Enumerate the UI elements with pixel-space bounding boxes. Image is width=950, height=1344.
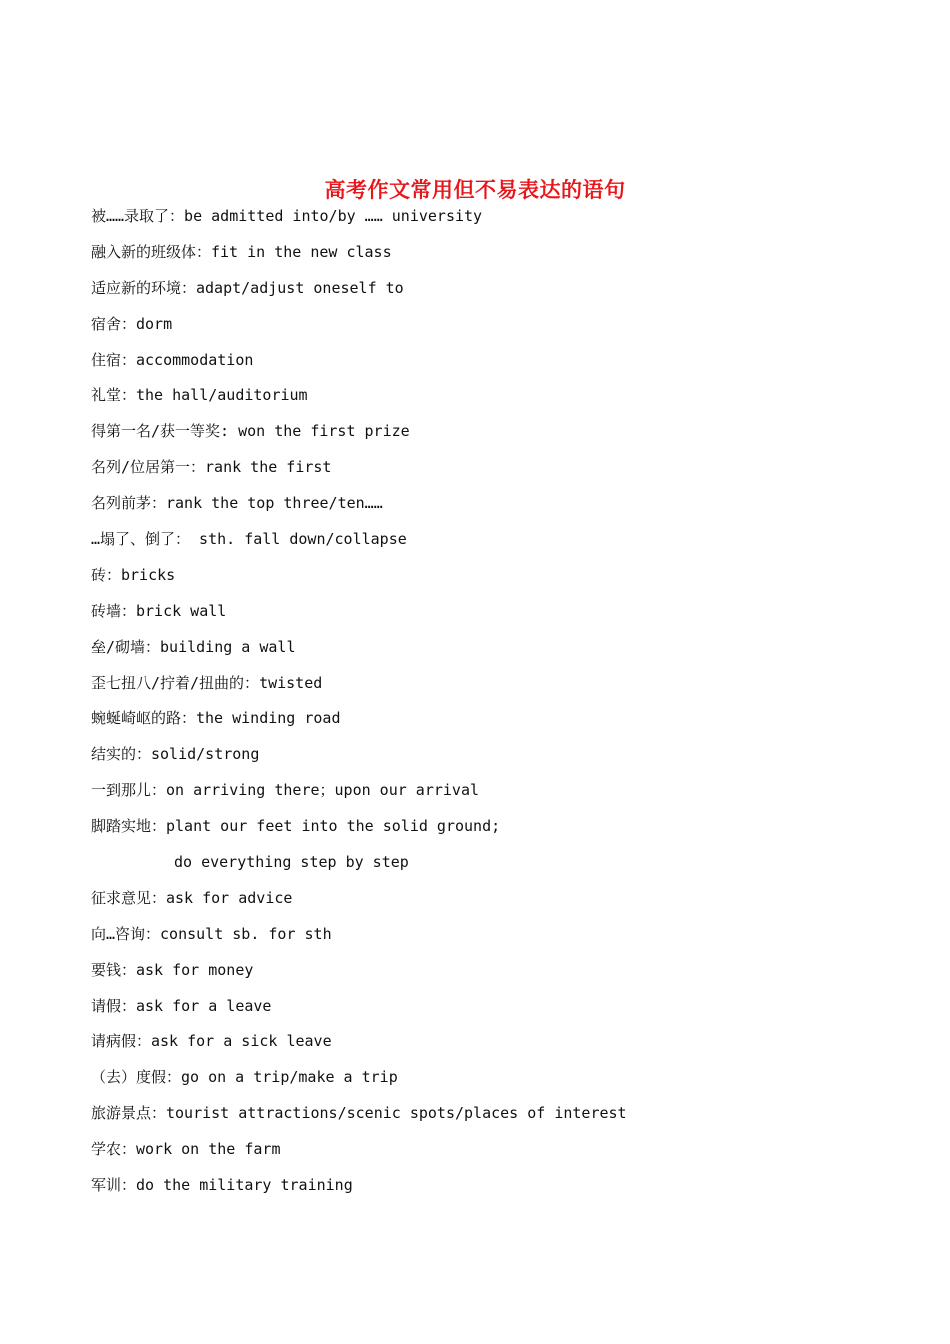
phrase-entry: 要钱：ask for money — [91, 960, 254, 979]
phrase-entry: 名列前茅：rank the top three/ten…… — [91, 494, 383, 513]
phrase-entry: 垒/砌墙：building a wall — [91, 637, 296, 656]
phrase-entry: 宿舍：dorm — [91, 314, 173, 333]
document-title: 高考作文常用但不易表达的语句 — [324, 177, 626, 202]
phrase-entry: 蜿蜒崎岖的路：the winding road — [91, 709, 341, 728]
phrase-entry: 融入新的班级体：fit in the new class — [91, 242, 392, 261]
phrase-list — [91, 204, 911, 1209]
phrase-entry: 请病假：ask for a sick leave — [91, 1032, 332, 1051]
phrase-entry: 砖：bricks — [91, 565, 176, 584]
phrase-entry: 脚踏实地：plant our feet into the solid ground; — [91, 817, 501, 836]
phrase-entry-continuation: do everything step by step — [174, 853, 409, 872]
phrase-entry: 名列/位居第一：rank the first — [91, 458, 332, 477]
phrase-entry: 学农：work on the farm — [91, 1140, 281, 1159]
phrase-entry: 适应新的环境：adapt/adjust oneself to — [91, 278, 404, 297]
phrase-entry: 军训：do the military training — [91, 1176, 353, 1195]
phrase-entry: 礼堂：the hall/auditorium — [91, 386, 308, 405]
phrase-entry: 砖墙：brick wall — [91, 601, 227, 620]
phrase-entry: …塌了、倒了： sth. fall down/collapse — [91, 530, 407, 549]
phrase-entry: 请假：ask for a leave — [91, 996, 272, 1015]
phrase-entry: 征求意见：ask for advice — [91, 888, 293, 907]
phrase-entry: （去）度假：go on a trip/make a trip — [91, 1068, 398, 1087]
phrase-entry: 旅游景点：tourist attractions/scenic spots/places of interest — [91, 1104, 627, 1123]
phrase-entry: 得第一名/获一等奖: won the first prize — [91, 422, 410, 441]
phrase-entry: 被……录取了：be admitted into/by …… university — [91, 207, 483, 225]
phrase-entry: 结实的：solid/strong — [91, 745, 260, 764]
phrase-entry: 一到那儿：on arriving there；upon our arrival — [91, 781, 480, 800]
phrase-entry: 住宿：accommodation — [91, 350, 254, 369]
phrase-entry: 歪七扭八/拧着/扭曲的：twisted — [91, 673, 323, 692]
phrase-entry: 向…咨询：consult sb. for sth — [91, 924, 332, 943]
